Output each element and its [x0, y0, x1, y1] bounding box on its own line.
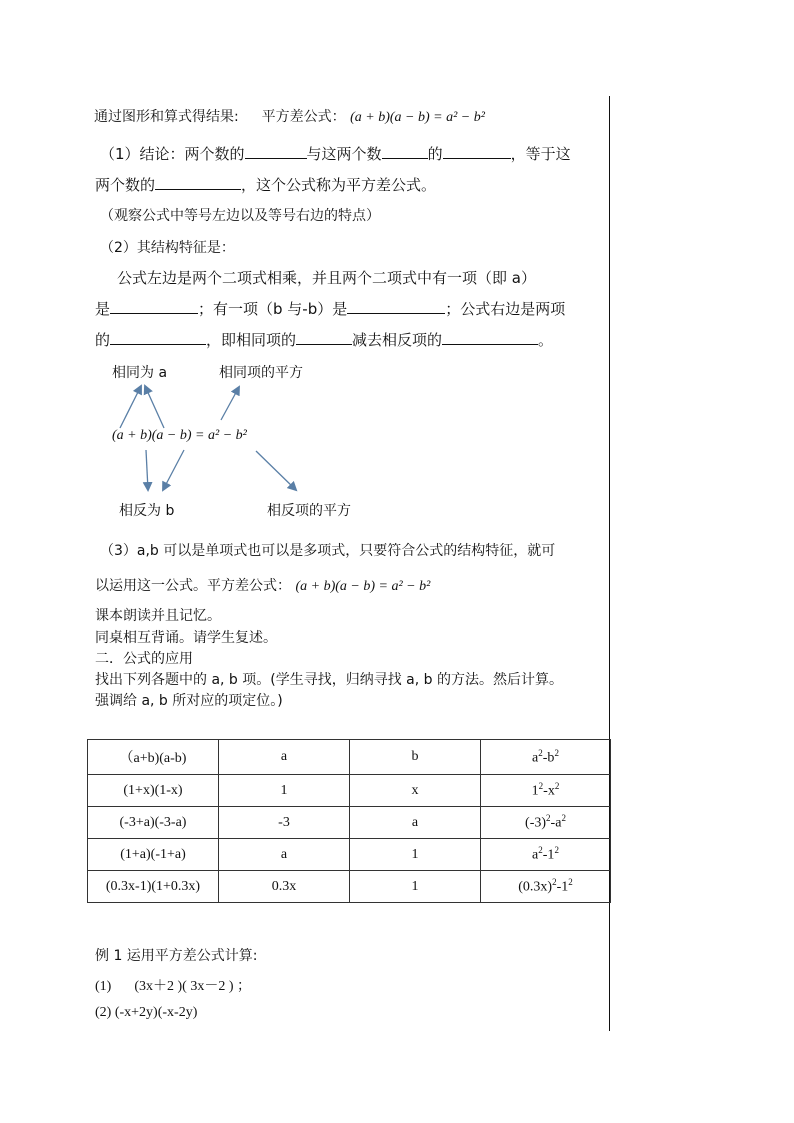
paragraph-find-1: 找出下列各题中的 a, b 项。(学生寻找，归纳寻找 a, b 的方法。然后计算。 — [95, 672, 563, 688]
result-exponent: 2 — [554, 845, 559, 856]
diagram-label-same: 相同为 a — [112, 365, 168, 381]
result-base-1: a — [532, 750, 539, 766]
result-cell — [481, 807, 611, 839]
result-base-2: -x — [543, 783, 555, 799]
point2-text-b: ；有一项（b 与-b）是 — [198, 300, 348, 318]
result-exponent: 2 — [568, 877, 573, 888]
point2-text-f: 减去相反项的 — [352, 331, 443, 349]
expression-cell: (-3+a)(-3-a) — [88, 807, 219, 839]
point1-text-f: ，这个公式称为平方差公式。 — [241, 176, 437, 194]
b-cell: a — [350, 807, 481, 839]
b-cell: x — [350, 775, 481, 807]
intro-formula-label: 平方差公式： — [261, 109, 346, 125]
point1-text-b: 与这两个数 — [306, 145, 382, 163]
result-base-2: -b — [542, 750, 555, 766]
result-base-1: 1 — [531, 783, 539, 799]
point2-text-d: 的 — [95, 331, 111, 349]
paragraph-find-2: 强调给 a, b 所对应的项定位。) — [95, 693, 283, 709]
arrow-minus-b-down — [163, 450, 184, 490]
point2-text-c: ；公式右边是两项 — [445, 300, 566, 318]
arrow-b2squared-down — [256, 451, 296, 490]
point3-formula: (a + b)(a − b) = a² − b² — [295, 579, 431, 594]
arrow-a2-up — [145, 386, 164, 428]
point3-line2 — [95, 575, 430, 595]
expression-cell: (0.3x-1)(1+0.3x) — [88, 871, 219, 903]
a-cell: a — [219, 839, 350, 871]
result-cell — [481, 871, 611, 903]
table-row — [88, 740, 611, 775]
point3-line1: （3）a,b 可以是单项式也可以是多项式，只要符合公式的结构特征，就可 — [100, 543, 556, 559]
b-cell: 1 — [350, 839, 481, 871]
point2-line1: 公式左边是两个二项式相乘，并且两个二项式中有一项（即 a） — [117, 269, 536, 287]
diagram-label-opposite: 相反为 b — [119, 503, 175, 519]
arrow-a1-up — [120, 386, 141, 428]
diagram-formula: (a + b)(a − b) = a² − b² — [112, 428, 247, 443]
paragraph-read: 课本朗读并且记忆。 — [95, 608, 221, 624]
paragraph-recite: 同桌相互背诵。请学生复述。 — [95, 630, 277, 646]
example-item-1-expr: (3x＋2 )( 3x－2 ) ； — [134, 979, 251, 994]
arrow-a2squared-up — [221, 387, 239, 420]
table-row — [88, 775, 611, 807]
section-heading: 二．公式的应用 — [95, 651, 193, 667]
ab-table — [87, 739, 611, 903]
result-base-2: -1 — [542, 847, 555, 863]
table-row — [88, 807, 611, 839]
table-row — [88, 839, 611, 871]
a-cell: 0.3x — [219, 871, 350, 903]
b-cell: 1 — [350, 871, 481, 903]
a-cell: a — [219, 740, 350, 775]
result-exponent: 2 — [546, 813, 551, 824]
result-exponent: 2 — [538, 747, 543, 758]
point1-note: （观察公式中等号左边以及等号右边的特点） — [100, 208, 380, 224]
b-cell: b — [350, 740, 481, 775]
point3-text: 以运用这一公式。平方差公式： — [95, 578, 291, 594]
ab-table-body — [88, 740, 611, 903]
a-cell: -3 — [219, 807, 350, 839]
example-item-2: (2) (-x+2y)(-x-2y) — [95, 1005, 198, 1020]
arrow-b-down — [146, 450, 148, 490]
result-base-1: (0.3x) — [518, 879, 553, 895]
point2-text-e: ，即相同项的 — [206, 331, 297, 349]
example-item-1 — [95, 975, 251, 995]
point2-text-g: 。 — [538, 331, 554, 349]
intro-lead: 通过图形和算式得结果: — [94, 109, 239, 125]
diagram-label-same-square: 相同项的平方 — [219, 365, 303, 381]
result-base-2: -1 — [556, 879, 569, 895]
result-exponent: 2 — [552, 877, 557, 888]
result-exponent: 2 — [554, 781, 560, 792]
result-exponent: 2 — [554, 747, 559, 758]
point1-text-c: 的 — [427, 145, 443, 163]
point1-text-a: （1）结论：两个数的 — [100, 145, 245, 163]
result-exponent: 2 — [538, 781, 544, 792]
result-base-1: a — [532, 847, 539, 863]
example-item-1-num: (1) — [95, 979, 112, 994]
result-exponent: 2 — [538, 845, 543, 856]
result-cell — [481, 775, 611, 807]
example-title: 例 1 运用平方差公式计算: — [95, 948, 258, 964]
diagram-label-opposite-square: 相反项的平方 — [267, 503, 351, 519]
result-exponent: 2 — [561, 813, 566, 824]
expression-cell: (1+a)(-1+a) — [88, 839, 219, 871]
result-base-1: (-3) — [525, 815, 547, 831]
result-base-2: -a — [550, 815, 562, 831]
expression-cell: (1+x)(1-x) — [88, 775, 219, 807]
table-row — [88, 871, 611, 903]
point1-text-e: 两个数的 — [95, 176, 156, 194]
result-cell — [481, 740, 611, 775]
point1-text-d: ，等于这 — [510, 145, 571, 163]
expression-cell: （a+b)(a-b) — [88, 740, 219, 775]
a-cell: 1 — [219, 775, 350, 807]
point2-text-a: 是 — [95, 300, 111, 318]
point2-title: （2）其结构特征是： — [100, 240, 235, 256]
intro-formula: (a + b)(a − b) = a² − b² — [350, 110, 485, 125]
result-cell — [481, 839, 611, 871]
